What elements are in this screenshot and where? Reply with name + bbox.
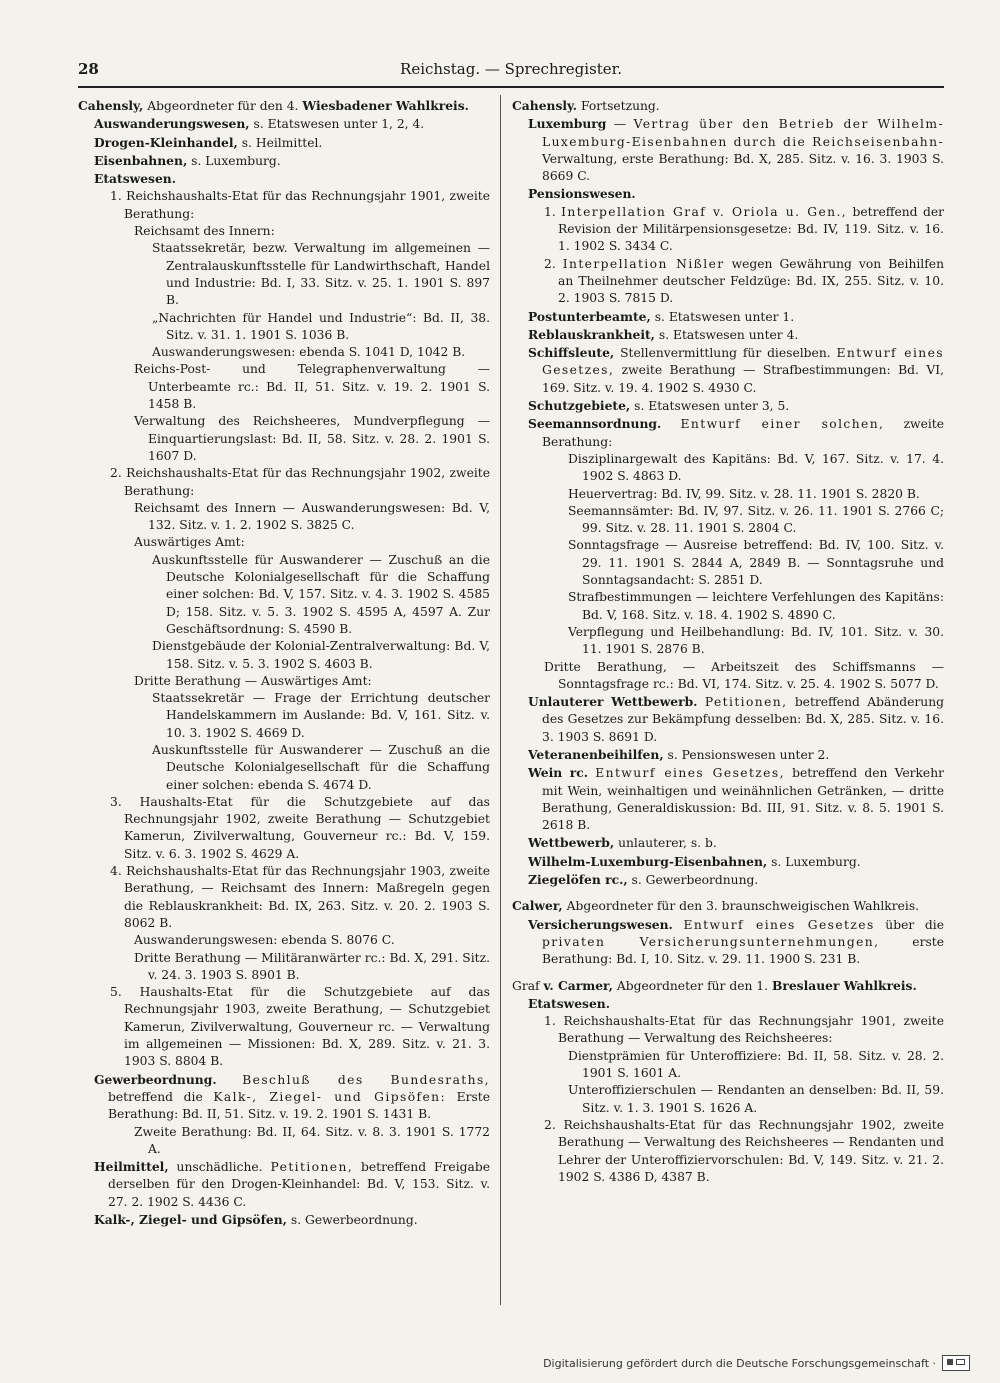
register-entry: Unteroffizierschulen — Rendanten an denselben: Bd. II, 59. Sitz. v. 1. 3. 1901 S. 1626 A. bbox=[568, 1083, 944, 1115]
running-title: Reichstag. — Sprechregister. bbox=[400, 60, 622, 78]
register-entry: 1. Interpellation Graf v. Oriola u. Gen., betreffend der Revision der Militärpensionsgesetze: Bd. IV, 119. Sitz. v. 16. 1. 1902 S. 3434 C. bbox=[544, 204, 944, 254]
register-entry: Cahensly, Abgeordneter für den 4. Wiesbadener Wahlkreis. bbox=[78, 98, 469, 113]
register-entry: Auskunftsstelle für Auswanderer — Zuschuß an die Deutsche Kolonialgesellschaft für die Schaffung einer solchen: Bd. V, 157. Sitz. v. 4. 3. 1902 S. 4585 D; 158. Sitz. v. 5. 3. 1902 S. 4595 A, 4597 A. Zur Geschäftsordnung: S. 4590 B. bbox=[152, 552, 490, 636]
register-entry: Reichsamt des Innern: bbox=[134, 224, 275, 239]
register-entry: Dritte Berathung — Auswärtiges Amt: bbox=[134, 673, 372, 688]
register-entry: Kalk-, Ziegel- und Gipsöfen, s. Gewerbeordnung. bbox=[94, 1212, 418, 1227]
register-entry: Staatssekretär, bezw. Verwaltung im allgemeinen — Zentralauskunftsstelle für Landwirthschaft, Handel und Industrie: Bd. I, 33. Sitz. v. 25. 1. 1901 S. 897 B. bbox=[152, 241, 490, 308]
register-entry: 3. Haushalts-Etat für die Schutzgebiete auf das Rechnungsjahr 1902, zweite Berathung — Schutzgebiet Kamerun, Zivilverwaltung, Gouverneur rc.: Bd. V, 159. Sitz. v. 6. 3. 1902 S. 4629 A. bbox=[110, 794, 490, 861]
register-entry: Auswanderungswesen: ebenda S. 1041 D, 1042 B. bbox=[152, 345, 466, 360]
register-entry: Calwer, Abgeordneter für den 3. braunschweigischen Wahlkreis. bbox=[512, 898, 920, 914]
register-entry: Gewerbeordnung. Beschluß des Bundesraths, betreffend die Kalk-, Ziegel- und Gipsöfen: Erste Berathung: Bd. II, 51. Sitz. v. 19. 2. 1901 S. 1431 B. bbox=[94, 1071, 490, 1122]
register-entry: 2. Reichshaushalts-Etat für das Rechnungsjahr 1902, zweite Berathung: bbox=[110, 466, 490, 498]
register-entry: Auswanderungswesen: ebenda S. 8076 C. bbox=[134, 933, 395, 948]
register-entry: Etatswesen. bbox=[528, 995, 611, 1011]
register-entry: Sonntagsfrage — Ausreise betreffend: Bd. IV, 100. Sitz. v. 29. 11. 1901 S. 2844 A, 2849 B. — Sonntagsruhe und Sonntagsandacht: S. 2851 D. bbox=[568, 538, 944, 588]
column-divider bbox=[500, 95, 501, 1305]
register-entry: Schutzgebiete, s. Etatswesen unter 3, 5. bbox=[528, 398, 790, 414]
register-entry: Wilhelm-Luxemburg-Eisenbahnen, s. Luxemburg. bbox=[528, 853, 861, 869]
register-entry: Eisenbahnen, s. Luxemburg. bbox=[94, 152, 281, 168]
register-entry: Ziegelöfen rc., s. Gewerbeordnung. bbox=[528, 872, 759, 888]
dfg-logo-icon bbox=[942, 1355, 970, 1371]
register-entry: Heilmittel, unschädliche. Petitionen, betreffend Freigabe derselben für den Drogen-Kleinhandel: Bd. V, 153. Sitz. v. 27. 2. 1902 S. 4436 C. bbox=[94, 1159, 490, 1209]
register-entry: Luxemburg — Vertrag über den Betrieb der Wilhelm-Luxemburg-Eisenbahnen durch die Reichseisenbahn-Verwaltung, erste Berathung: Bd. X, 285. Sitz. v. 16. 3. 1903 S. 8669 C. bbox=[528, 116, 944, 184]
register-entry: Reichs-Post- und Telegraphenverwaltung — Unterbeamte rc.: Bd. II, 51. Sitz. v. 19. 2. 1901 S. 1458 B. bbox=[134, 362, 490, 412]
register-entry: Schiffsleute, Stellenvermittlung für dieselben. Entwurf eines Gesetzes, zweite Berathung — Strafbestimmungen: Bd. VI, 169. Sitz. v. 19. 4. 1902 S. 4930 C. bbox=[528, 345, 944, 395]
register-entry: Etatswesen. bbox=[94, 171, 177, 187]
register-entry: Drogen-Kleinhandel, s. Heilmittel. bbox=[94, 134, 323, 150]
register-entry: 4. Reichshaushalts-Etat für das Rechnungsjahr 1903, zweite Berathung, — Reichsamt des Innern: Maßregeln gegen die Reblauskrankheit: Bd. IX, 263. Sitz. v. 20. 2. 1903 S. 8062 B. bbox=[110, 864, 490, 930]
register-entry: 1. Reichshaushalts-Etat für das Rechnungsjahr 1901, zweite Berathung — Verwaltung des Reichsheeres: bbox=[544, 1014, 944, 1046]
register-entry: Heuervertrag: Bd. IV, 99. Sitz. v. 28. 11. 1901 S. 2820 B. bbox=[568, 486, 920, 501]
register-entry: 1. Reichshaushalts-Etat für das Rechnungsjahr 1901, zweite Berathung: bbox=[110, 189, 490, 221]
register-entry: 2. Interpellation Nißler wegen Gewährung von Beihilfen an Theilnehmer deutscher Feldzüge: Bd. IX, 255. Sitz. v. 10. 2. 1903 S. 7815 D. bbox=[544, 256, 944, 306]
register-entry: Reichsamt des Innern — Auswanderungswesen: Bd. V, 132. Sitz. v. 1. 2. 1902 S. 3825 C. bbox=[134, 500, 490, 533]
register-entry: Graf v. Carmer, Abgeordneter für den 1. Breslauer Wahlkreis. bbox=[512, 977, 917, 993]
register-entry: Auswärtiges Amt: bbox=[134, 535, 245, 550]
register-entry: Auswanderungswesen, s. Etatswesen unter 1, 2, 4. bbox=[94, 116, 425, 132]
register-entry: Wein rc. Entwurf eines Gesetzes, betreffend den Verkehr mit Wein, weinhaltigen und weinähnlichen Getränken, — dritte Berathung, Generaldiskussion: Bd. III, 91. Sitz. v. 8. 5. 1901 S. 2618 B. bbox=[528, 765, 945, 833]
register-entry: Dritte Berathung, — Arbeitszeit des Schiffsmanns — Sonntagsfrage rc.: Bd. VI, 174. Sitz. v. 25. 4. 1902 S. 5077 D. bbox=[544, 659, 944, 691]
register-entry: Veteranenbeihilfen, s. Pensionswesen unter 2. bbox=[528, 746, 830, 762]
left-column bbox=[78, 97, 490, 1229]
register-entry: Staatssekretär — Frage der Errichtung deutscher Handelskammern im Auslande: Bd. V, 161. Sitz. v. 10. 3. 1902 S. 4669 D. bbox=[152, 691, 490, 740]
register-entry: Seemannsämter: Bd. IV, 97. Sitz. v. 26. 11. 1901 S. 2766 C; 99. Sitz. v. 28. 11. 1901 S. 2804 C. bbox=[568, 503, 944, 536]
register-entry: Postunterbeamte, s. Etatswesen unter 1. bbox=[528, 308, 795, 324]
register-entry: Strafbestimmungen — leichtere Verfehlungen des Kapitäns: Bd. V, 168. Sitz. v. 18. 4. 1902 S. 4890 C. bbox=[568, 590, 944, 622]
page-number: 28 bbox=[78, 60, 99, 78]
register-entry: „Nachrichten für Handel und Industrie“: Bd. II, 38. Sitz. v. 31. 1. 1901 S. 1036 B. bbox=[152, 310, 490, 342]
page-header bbox=[78, 60, 944, 88]
register-entry: Verwaltung des Reichsheeres, Mundverpflegung — Einquartierungslast: Bd. II, 58. Sitz. v. 28. 2. 1901 S. 1607 D. bbox=[134, 414, 490, 463]
dfg-footer bbox=[543, 1355, 970, 1371]
register-entry: 2. Reichshaushalts-Etat für das Rechnungsjahr 1902, zweite Berathung — Verwaltung des Reichsheeres — Rendanten und Lehrer der Unteroffiziervorschulen: Bd. V, 149. Sitz. v. 21. 2. 1902 S. 4386 D, 4387 B. bbox=[544, 1117, 944, 1184]
register-entry: 5. Haushalts-Etat für die Schutzgebiete auf das Rechnungsjahr 1903, zweite Berathung, — Schutzgebiet Kamerun, Zivilverwaltung, Gouverneur rc. — Verwaltung im allgemeinen — Missionen: Bd. X, 289. Sitz. v. 21. 3. 1903 S. 8804 B. bbox=[110, 985, 490, 1069]
register-entry: Dienstprämien für Unteroffiziere: Bd. II, 58. Sitz. v. 28. 2. 1901 S. 1601 A. bbox=[568, 1048, 944, 1081]
register-entry: Auskunftsstelle für Auswanderer — Zuschuß an die Deutsche Kolonialgesellschaft für die Schaffung einer solchen: ebenda S. 4674 D. bbox=[152, 742, 490, 792]
funding-note: Digitalisierung gefördert durch die Deutsche Forschungsgemeinschaft · bbox=[543, 1356, 936, 1370]
register-entry: Reblauskrankheit, s. Etatswesen unter 4. bbox=[528, 326, 799, 342]
register-entry: Unlauterer Wettbewerb. Petitionen, betreffend Abänderung des Gesetzes zur Bekämpfung desselben: Bd. X, 285. Sitz. v. 16. 3. 1903 S. 8691 D. bbox=[528, 694, 944, 744]
register-entry: Seemannsordnung. Entwurf einer solchen, zweite Berathung: bbox=[528, 416, 944, 449]
register-entry: Disziplinargewalt des Kapitäns: Bd. V, 167. Sitz. v. 17. 4. 1902 S. 4863 D. bbox=[568, 451, 944, 484]
register-entry: Dienstgebäude der Kolonial-Zentralverwaltung: Bd. V, 158. Sitz. v. 5. 3. 1902 S. 4603 B. bbox=[152, 639, 490, 671]
register-entry: Zweite Berathung: Bd. II, 64. Sitz. v. 8. 3. 1901 S. 1772 A. bbox=[134, 1124, 490, 1156]
register-entry: Pensionswesen. bbox=[528, 186, 636, 202]
register-entry: Cahensly. Fortsetzung. bbox=[512, 98, 660, 113]
register-entry: Wettbewerb, unlauterer, s. b. bbox=[528, 835, 717, 851]
register-entry: Versicherungswesen. Entwurf eines Gesetzes über die privaten Versicherungsunternehmungen, erste Berathung: Bd. I, 10. Sitz. v. 29. 11. 1900 S. 231 B. bbox=[528, 916, 944, 967]
register-entry: Verpflegung und Heilbehandlung: Bd. IV, 101. Sitz. v. 30. 11. 1901 S. 2876 B. bbox=[568, 624, 944, 657]
right-column bbox=[512, 97, 944, 1186]
register-entry: Dritte Berathung — Militäranwärter rc.: Bd. X, 291. Sitz. v. 24. 3. 1903 S. 8901 B. bbox=[134, 950, 490, 982]
